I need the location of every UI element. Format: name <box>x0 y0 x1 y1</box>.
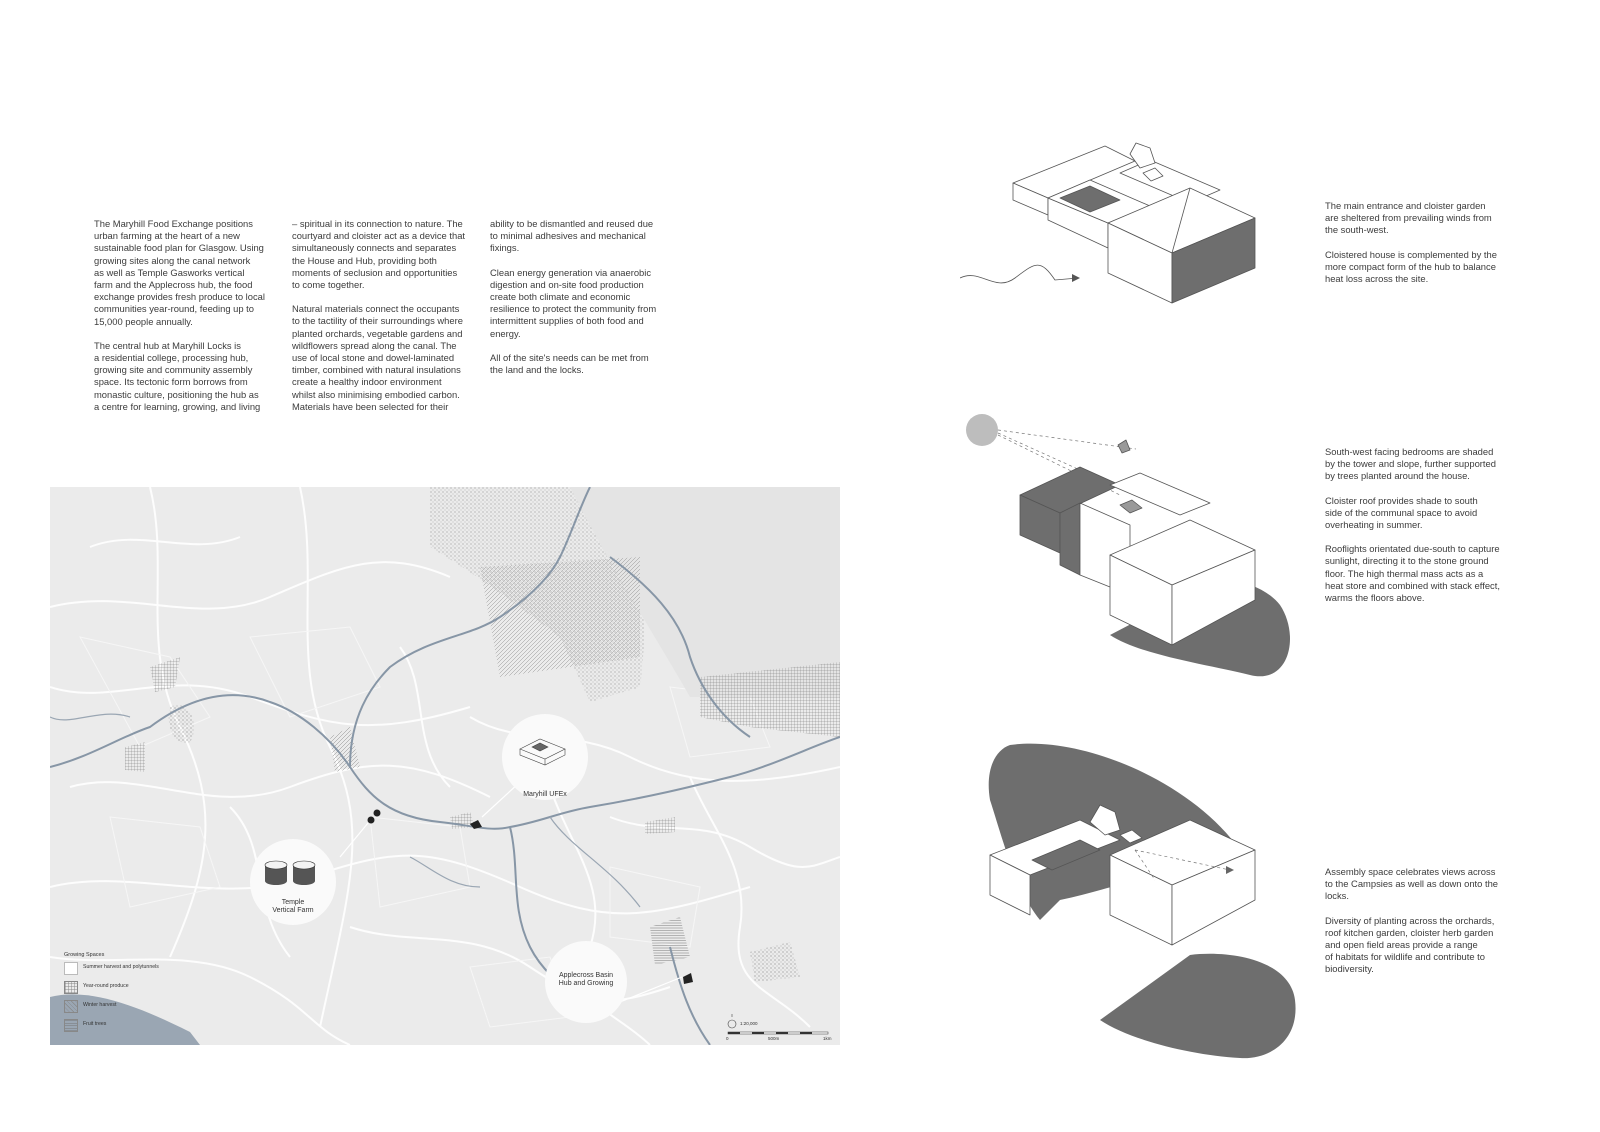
legend-label: Year-round produce <box>83 983 129 989</box>
legend-label: Winter harvest <box>83 1002 117 1008</box>
legend-swatch <box>64 1019 78 1032</box>
intro-paragraph: Clean energy generation via anaerobic digestion and on-site food production create both climate and economic resilience to protect the community from intermittent supplies of both food and energy. <box>490 266 657 339</box>
views-caption <box>1325 866 1525 988</box>
scale-ratio: 1:20,000 <box>740 1021 758 1026</box>
wind-arrow <box>960 265 1078 283</box>
intro-column-3 <box>490 218 676 388</box>
maryhill-callout[interactable] <box>502 714 588 800</box>
scale-end: 1km <box>823 1036 832 1041</box>
intro-paragraph: ability to be dismantled and reused due to minimal adhesives and mechanical fixings. <box>490 218 654 254</box>
scale-bar <box>728 1032 828 1034</box>
sun-paragraph: Rooflights orientated due-south to capture sunlight, directing it to the stone ground floor. The high thermal mass acts as a heat store and combined with stack effect, warms the floors above. <box>1325 543 1500 604</box>
intro-paragraph: – spiritual in its connection to nature. The courtyard and cloister act as a device that simultaneously connects and separates the House and Hub, providing both moments of seclusion and opportunities to come together. <box>292 218 466 291</box>
rooflight <box>1120 500 1142 513</box>
sun-caption <box>1325 446 1525 616</box>
sun-diagram <box>960 405 1320 695</box>
legend-title: Growing Spaces <box>64 952 105 958</box>
temple-site-marker <box>374 810 381 817</box>
wind-diagram <box>960 128 1280 328</box>
intro-paragraph: The Maryhill Food Exchange positions urban farming at the heart of a new sustainable food plan for Glasgow. Using growing sites along the canal network as well as Temple Gasworks vertical farm and the Applecross hub, the food exchange provides fresh produce to local communities year-round, feeding up to 15,000 people annually. <box>94 218 265 327</box>
wing-shaded <box>1060 503 1080 575</box>
views-paragraph: Diversity of planting across the orchards, roof kitchen garden, cloister herb garden and open field areas provide a range of habitats for wildlife and contribute to biodiversity. <box>1325 914 1495 975</box>
legend-label: Summer harvest and polytunnels <box>83 964 159 970</box>
wind-caption <box>1325 200 1525 297</box>
tower <box>1118 440 1130 453</box>
scale-mid: 500m <box>768 1036 780 1041</box>
intro-column-2 <box>292 218 478 425</box>
year-round-area <box>125 742 145 772</box>
applecross-label: Applecross Basin Hub and Growing <box>558 972 614 987</box>
winter-growing-area <box>480 557 640 677</box>
maryhill-label: Maryhill UFEx <box>523 791 567 798</box>
legend-swatch <box>64 962 78 975</box>
temple-label: Temple Vertical Farm <box>272 899 314 914</box>
views-paragraph: Assembly space celebrates views across to the Campsies as well as down onto the locks. <box>1325 866 1499 902</box>
wind-arrowhead-icon <box>1072 274 1080 282</box>
intro-paragraph: Natural materials connect the occupants to the tactility of their surroundings where planted orchards, vegetable gardens and wildflowers spread along the canal. The use of local stone and dowel-laminated timber, combined with natural insulations create a healthy indoor environment whilst also minimising embodied carbon. Materials have been selected for their <box>292 303 463 412</box>
sun-paragraph: Cloister roof provides shade to south side of the communal space to avoid overheating in summer. <box>1325 494 1478 531</box>
legend-swatch <box>64 1000 78 1013</box>
views-diagram <box>960 740 1320 1070</box>
temple-site-marker <box>368 817 375 824</box>
scale-start: 0 <box>726 1036 729 1041</box>
wind-paragraph: Cloistered house is complemented by the more compact form of the hub to balance heat loss across the site. <box>1325 248 1497 285</box>
intro-paragraph: The central hub at Maryhill Locks is a residential college, processing hub, growing site and community assembly space. Its tectonic form borrows from monastic culture, positioning the hub as a centre for learning, growing, and living <box>94 339 261 412</box>
legend-swatch <box>64 981 78 994</box>
intro-paragraph: All of the site's needs can be met from the land and the locks. <box>490 351 649 376</box>
legend-label: Fruit trees <box>83 1021 107 1027</box>
sun-paragraph: South-west facing bedrooms are shaded by the tower and slope, further supported by trees planted around the house. <box>1325 446 1496 482</box>
tower <box>1130 143 1155 168</box>
sun-icon <box>966 414 998 446</box>
map-graphics <box>50 487 840 1045</box>
intro-column-1 <box>94 218 280 425</box>
site-map <box>50 487 840 1045</box>
wind-paragraph: The main entrance and cloister garden are sheltered from prevailing winds from the south-west. <box>1325 200 1492 236</box>
field-area <box>1100 954 1296 1058</box>
